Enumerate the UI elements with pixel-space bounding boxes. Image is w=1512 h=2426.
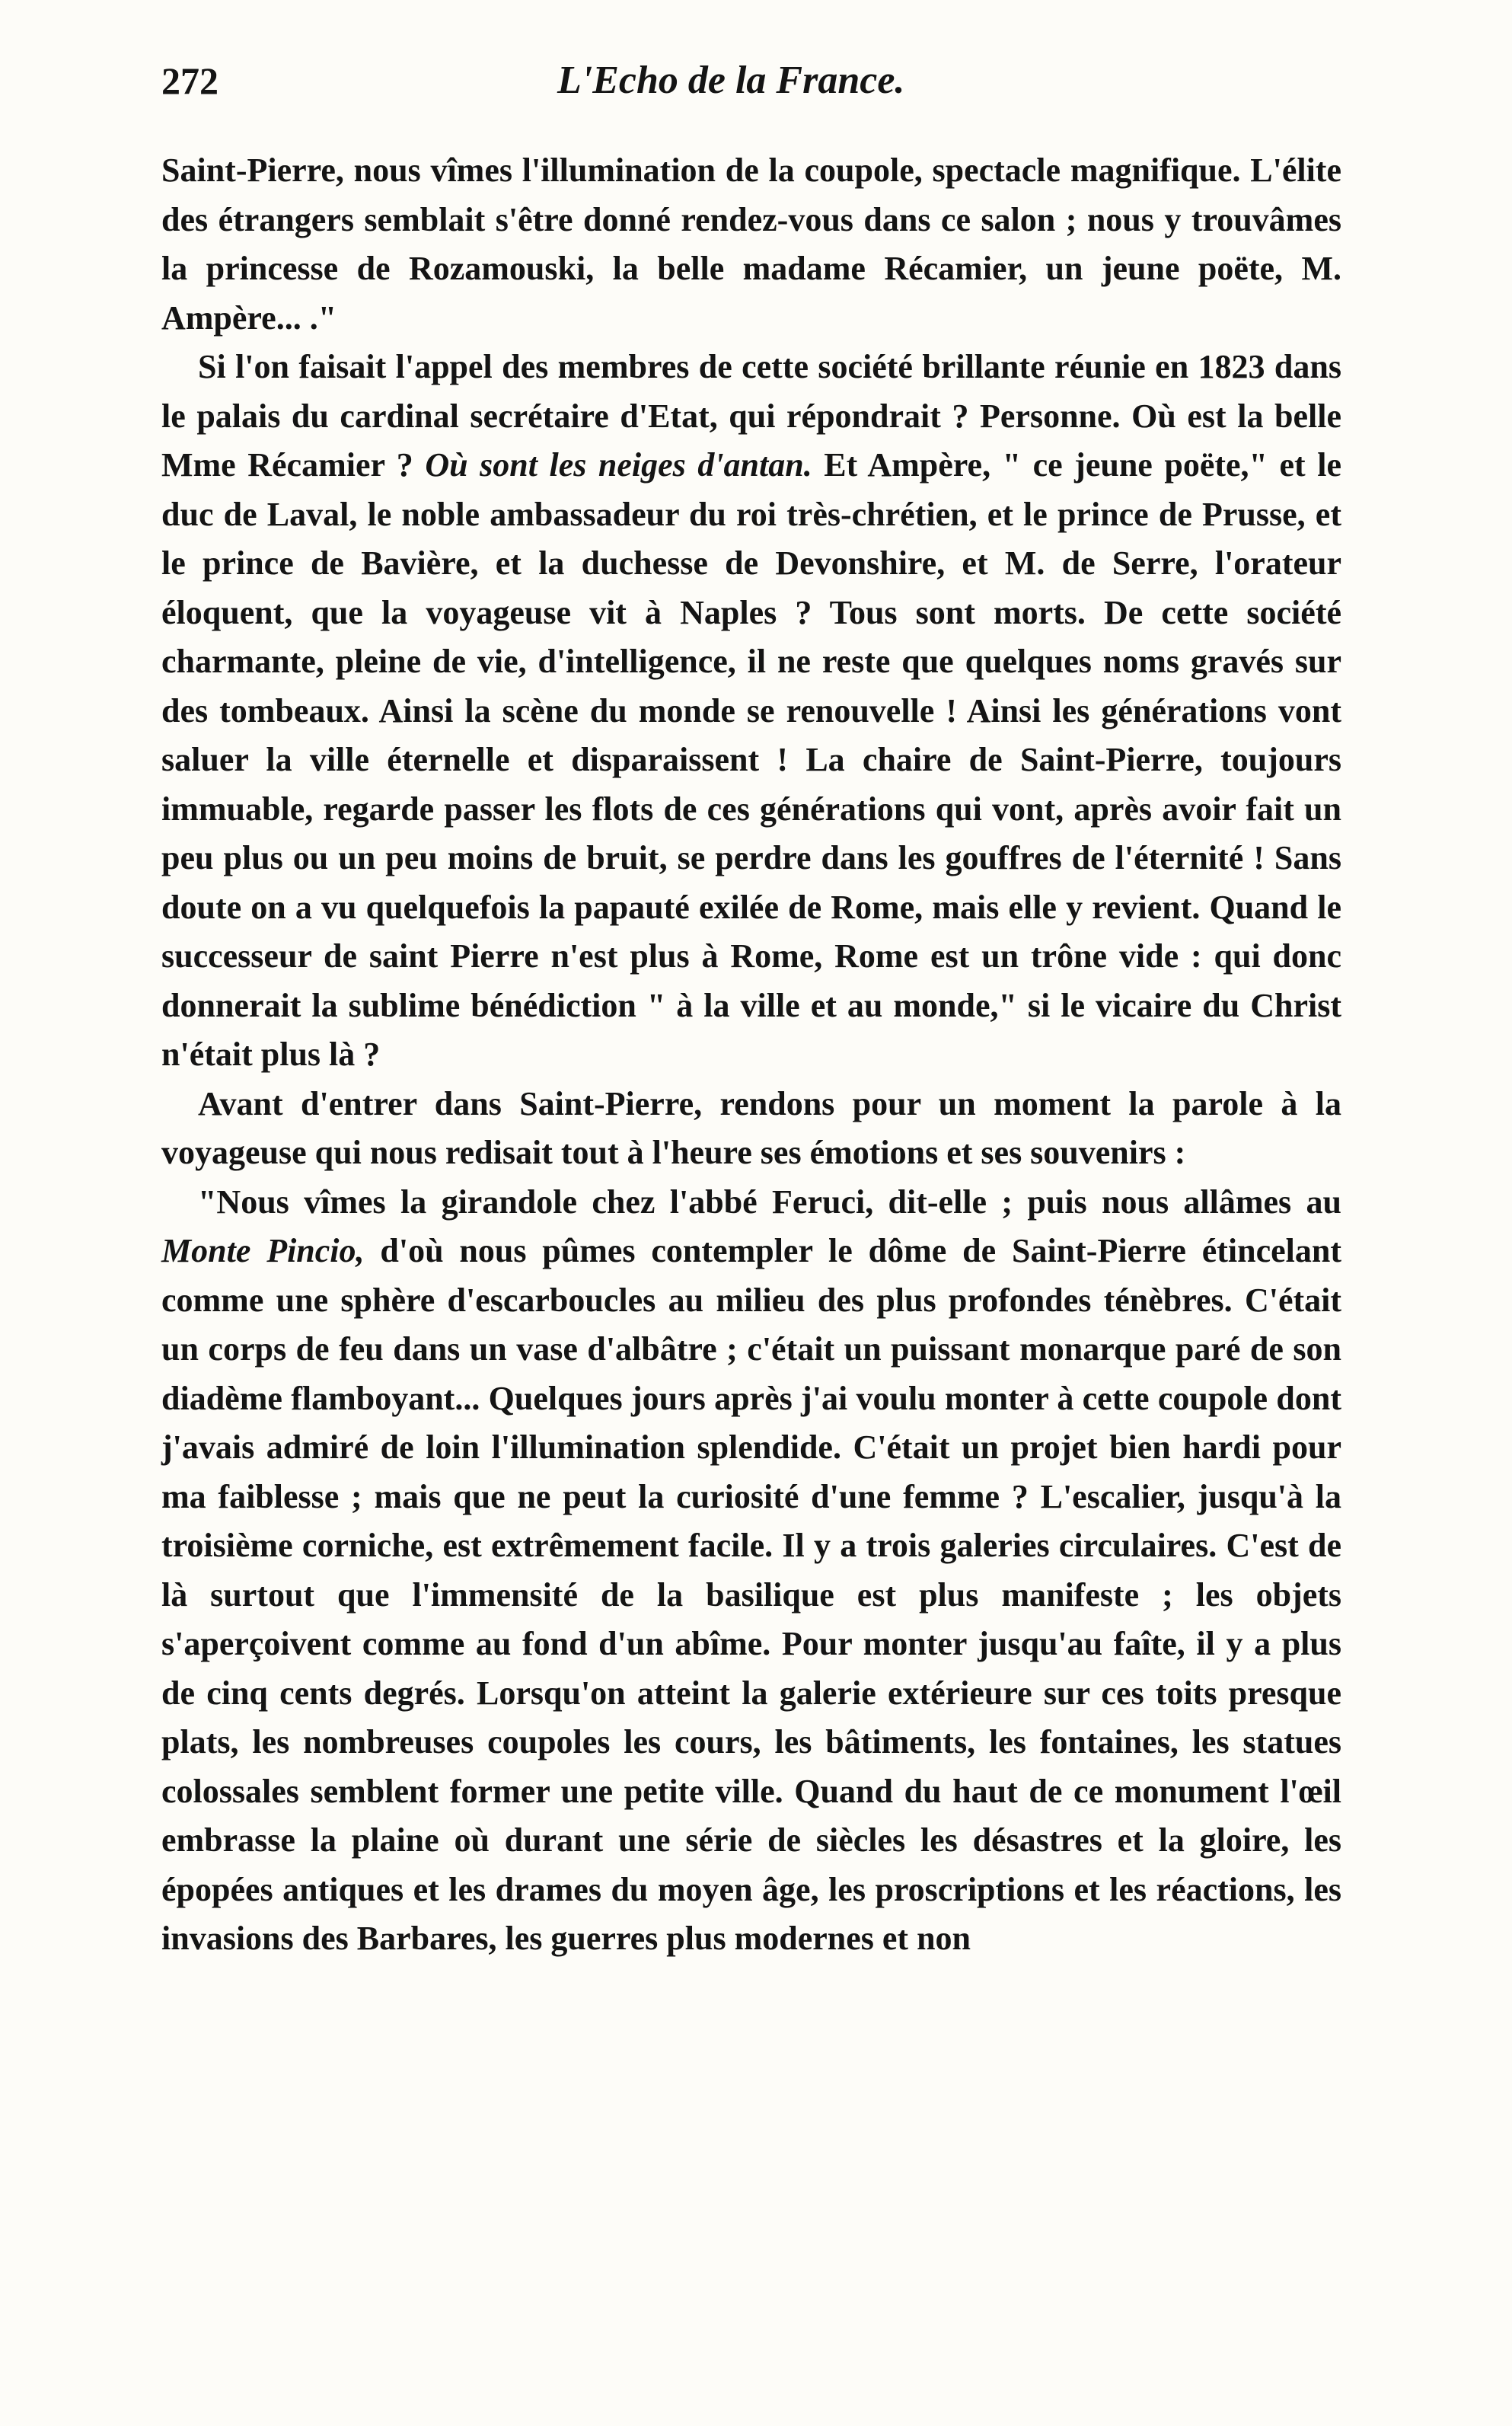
paragraph-3	[161, 1080, 1341, 1178]
paragraph-4	[161, 1178, 1341, 1964]
text-segment: Et Ampère, " ce jeune poëte," et le duc de Laval, le noble ambassadeur du roi très-chrétien, et le prince de Prusse, et le prince de Bavière, et la duchesse de Devonshire, et M. de Serre, l'orateur éloquent, que la voyageuse vit à Naples ? Tous sont morts. De cette société charmante, pleine de vie, d'intelligence, il ne reste que quelques noms gravés sur des tombeaux. Ainsi la scène du monde se renouvelle ! Ainsi les générations vont saluer la ville éternelle et disparaissent ! La chaire de Saint-Pierre, toujours immuable, regarde passer les flots de ces générations qui vont, après avoir fait un peu plus ou un peu moins de bruit, se perdre dans les gouffres de l'éternité ! Sans doute on a vu quelquefois la papauté exilée de Rome, mais elle y revient. Quand le successeur de saint Pierre n'est plus à Rome, Rome est un trône vide : qui donc donnerait la sublime bénédiction " à la ville et au monde," si le vicaire du Christ n'était plus là ?	[161, 446, 1342, 1073]
text-segment: Si l'on faisait l'appel des membres de cette société brillante réunie en 1823 dans le palais du cardinal secrétaire d'Etat, qui répondrait ? Personne. Où est la belle Mme Récamier ?	[161, 348, 1341, 484]
italic-quote: Où sont les neiges d'antan.	[425, 446, 812, 484]
text-segment: Avant d'entrer dans Saint-Pierre, rendons pour un moment la parole à la voyageuse qui nous redisait tout à l'heure ses émotions et ses souvenirs :	[161, 1084, 1341, 1171]
text-segment: d'où nous pûmes contempler le dôme de Saint-Pierre étincelant comme une sphère d'escarboucles au milieu des plus profondes ténèbres. C'était un corps de feu dans un vase d'albâtre ; c'était un puissant monarque paré de son diadème flamboyant... Quelques jours après j'ai voulu monter à cette coupole dont j'avais admiré de loin l'illumination splendide. C'était un projet bien hardi pour ma faiblesse ; mais que ne peut la curiosité d'une femme ? L'escalier, jusqu'à la troisième corniche, est extrêmement facile. Il y a trois galeries circulaires. C'est de là surtout que l'immensité de la basilique est plus manifeste ; les objets s'aperçoivent comme au fond d'un abîme. Pour monter jusqu'au faîte, il y a plus de cinq cents degrés. Lorsqu'on atteint la galerie extérieure sur ces toits presque plats, les nombreuses coupoles les cours, les bâtiments, les fontaines, les statues colossales semblent former une petite ville. Quand du haut de ce monument l'œil embrasse la plaine où durant une série de siècles les désastres et la gloire, les épopées antiques et les drames du moyen âge, les proscriptions et les réactions, les invasions des Barbares, les guerres plus modernes et non	[161, 1232, 1341, 1957]
body-text	[161, 146, 1341, 1964]
journal-title: L'Echo de la France.	[557, 59, 905, 102]
paragraph-2	[161, 343, 1341, 1080]
text-segment: Saint-Pierre, nous vîmes l'illumination de la coupole, spectacle magnifique. L'élite des étrangers semblait s'être donné rendez-vous dans ce salon ; nous y trouvâmes la princesse de Rozamouski, la belle madame Récamier, un jeune poëte, M. Ampère... ."	[161, 152, 1341, 337]
paragraph-1	[161, 146, 1341, 343]
page-number: 272	[161, 59, 219, 102]
running-head	[161, 50, 1341, 111]
text-segment: "Nous vîmes la girandole chez l'abbé Feruci, dit-elle ; puis nous allâmes au	[198, 1183, 1341, 1221]
italic-place-name: Monte Pincio,	[161, 1232, 365, 1269]
